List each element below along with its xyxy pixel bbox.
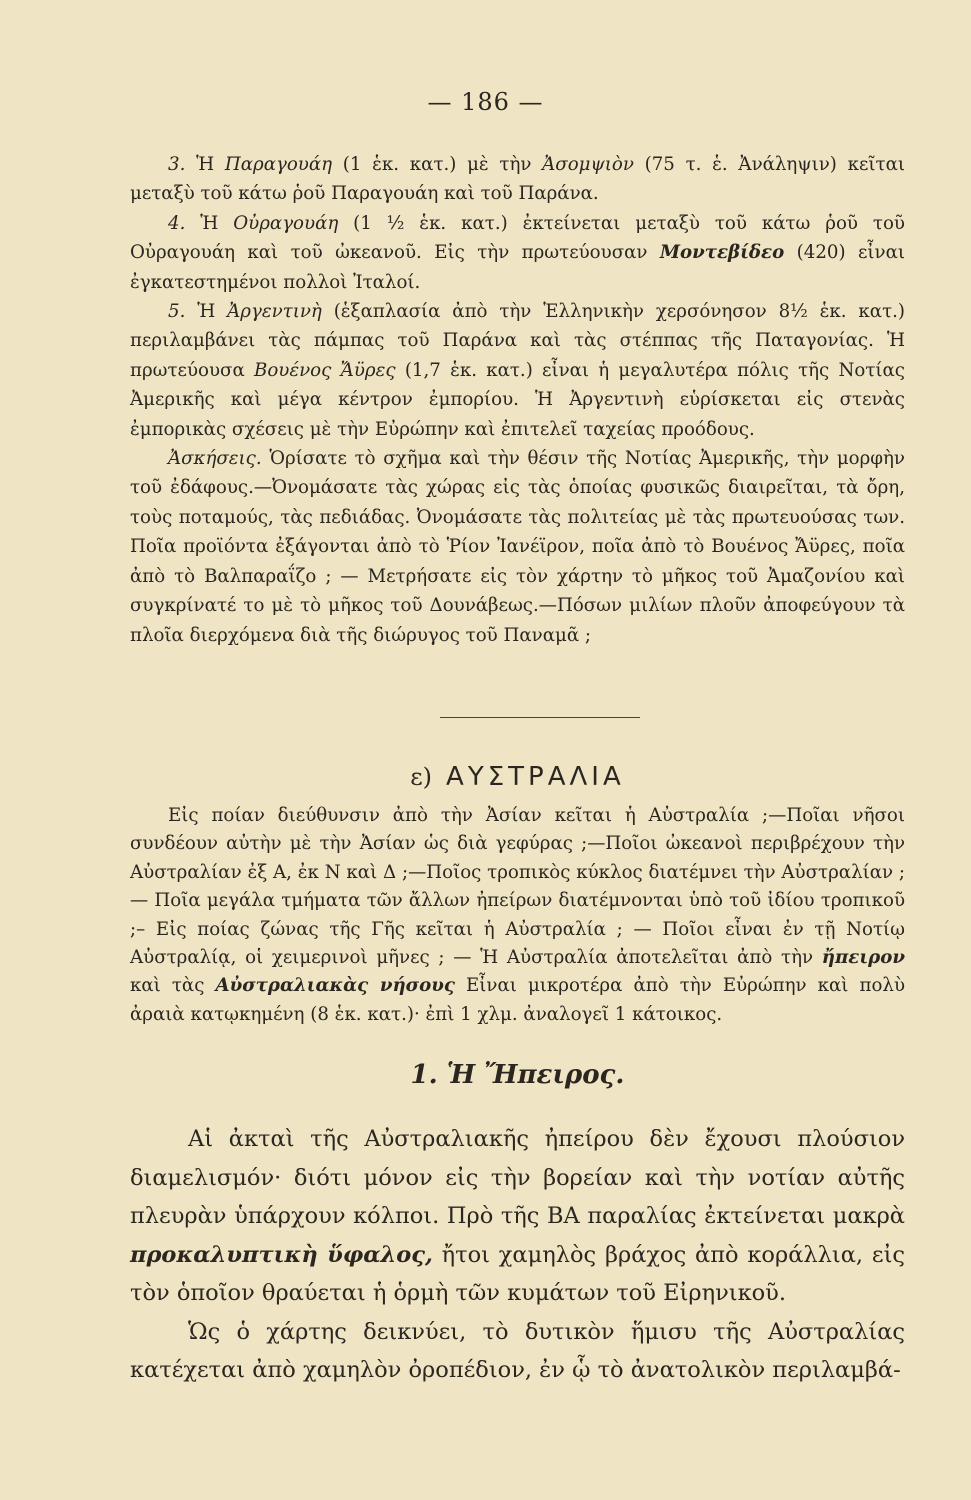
entry-number: 3.: [168, 154, 186, 175]
entry-number: 5.: [168, 301, 186, 323]
body-paragraph: Ὡς ὁ χάρτης δεικνύει, τὸ δυτικὸν ἥμισυ τῆς Αὐστραλίας κατέχεται ἀπὸ χαμηλὸν ὀροπέδιον, ἐν ᾧ τὸ ἀνατολικὸν περιλαμβά-: [130, 1318, 905, 1383]
entry-uruguay: 4. Ἡ Οὐραγουάη (1 ½ ἑκ. κατ.) ἐκτείνεται μεταξὺ τοῦ κάτω ῥοῦ τοῦ Οὐραγουάη καὶ τοῦ ὠκεανοῦ. Εἰς τὴν πρωτεύουσαν Μοντεβίδεο (420) εἶναι ἐγκατεστημένοι πολλοὶ Ἰταλοί.: [130, 212, 905, 293]
entry-number: 4.: [168, 212, 186, 234]
entry-argentina: 5. Ἡ Ἀργεντινὴ (ἑξαπλασία ἀπὸ τὴν Ἑλληνικὴν χερσόνησον 8½ ἑκ. κατ.) περιλαμβάνει τὰς πάμπας τοῦ Παράνα καὶ τὰς στέππας τῆς Παταγονίας. Ἡ πρωτεύουσα Βουένος Ἄϋρες (1,7 ἑκ. κατ.) εἶναι ἡ μεγαλυτέρα πόλις τῆς Νοτίας Ἀμερικῆς καὶ μέγα κέντρον ἐμπορίου. Ἡ Ἀργεντινὴ εὑρίσκεται εἰς στενὰς ἐμπορικὰς σχέσεις μὲ τὴν Εὐρώπην καὶ ἐπιτελεῖ ταχείας προόδους.: [130, 301, 906, 440]
emphasis-term: ἤπειρον: [821, 947, 905, 969]
capital-name: Μοντεβίδεο: [659, 242, 785, 264]
body-paragraph: Αἱ ἀκταὶ τῆς Αὐστραλιακῆς ἠπείρου δὲν ἔχουσι πλούσιον διαμελισμόν· διότι μόνον εἰς τὴν βορείαν καὶ τὴν νοτίαν αὐτῆς πλευρὰν ὑπάρχουν κόλποι. Πρὸ τῆς ΒΑ παραλίας ἐκτείνεται μακρὰ προκαλυπτικὴ ὕφαλος, ἤτοι χαμηλὸς βράχος ἀπὸ κοράλλια, εἰς τὸν ὁποῖον θραύεται ἡ ὁρμὴ τῶν κυμάτων τοῦ Εἰρηνικοῦ.: [130, 1126, 905, 1306]
capital-name: Βουένος Ἄϋρες: [253, 359, 396, 381]
questions-paragraph: Εἰς ποίαν διεύθυνσιν ἀπὸ τὴν Ἀσίαν κεῖται ἡ Αὐστραλία ;—Ποῖαι νῆσοι συνδέουν αὐτὴν μὲ τὴν Ἀσίαν ὡς διὰ γεφύρας ;—Ποῖοι ὠκεανοὶ περιβρέχουν τὴν Αὐστραλίαν ἐξ Α, ἐκ Ν καὶ Δ ;—Ποῖος τροπικὸς κύκλος διατέμνει τὴν Αὐστραλίαν ;— Ποῖα μεγάλα τμήματα τῶν ἄλλων ἠπείρων διατέμνονται ὑπὸ τοῦ ἰδίου τροπικοῦ ;– Εἰς ποίας ζώνας τῆς Γῆς κεῖται ἡ Αὐστραλία ; — Ποῖοι εἶναι ἐν τῇ Νοτίῳ Αὐστραλίᾳ, οἱ χειμερινοὶ μῆνες ; — Ἡ Αὐστραλία ἀποτελεῖται ἀπὸ τὴν ἤπειρον καὶ τὰς Αὐστραλιακὰς νήσους Εἶναι μικροτέρα ἀπὸ τὴν Εὐρώπην καὶ πολὺ ἀραιὰ κατῳκημένη (8 ἑκ. κατ.)· ἐπὶ 1 χλμ. ἀναλογεῖ 1 κάτοικος.: [130, 805, 906, 1025]
section-divider: [440, 717, 640, 718]
section-letter: ε): [410, 763, 433, 791]
emphasis-term: Αὐστραλιακὰς νήσους: [215, 975, 455, 997]
exercises-paragraph: [130, 444, 905, 650]
section-title: ΑΥΣΤΡΑΛΙΑ: [446, 762, 625, 792]
country-name: Οὐραγουάη: [233, 212, 339, 234]
exercises-label: Ἀσκήσεις.: [168, 448, 262, 470]
country-entries: [130, 150, 905, 650]
main-text: [130, 1120, 905, 1390]
section-heading: [130, 762, 905, 792]
capital-name: Ἀσομψιὸν: [542, 154, 634, 175]
page-number: — 186 —: [427, 88, 544, 116]
subsection-title: 1. Ἡ Ἤπειρος.: [410, 1060, 625, 1090]
emphasis-term: προκαλυπτικὴ ὕφαλος,: [130, 1241, 433, 1268]
country-name: Ἀργεντινὴ: [227, 301, 322, 323]
entry-paraguay: 3. Ἡ Παραγουάη (1 ἑκ. κατ.) μὲ τὴν Ἀσομψιὸν (75 τ. ἑ. Ἀνάληψιν) κεῖται μεταξὺ τοῦ κάτω ῥοῦ Παραγουάη καὶ τοῦ Παράνα.: [130, 154, 905, 205]
country-name: Παραγουάη: [224, 154, 333, 175]
exercises-text: Ὁρίσατε τὸ σχῆμα καὶ τὴν θέσιν τῆς Νοτίας Ἀμερικῆς, τὴν μορφὴν τοῦ ἐδάφους.—Ὀνομάσατε τὰς χώρας εἰς τὰς ὁποίας φυσικῶς διαιρεῖται, τὰ ὄρη, τοὺς ποταμούς, τὰς πεδιάδας. Ὀνομάσατε τὰς πολιτείας μὲ τὰς πρωτευούσας των. Ποῖα προϊόντα ἐξάγονται ἀπὸ τὸ Ῥίον Ἰανέϊρον, ποῖα ἀπὸ τὸ Βουένος Ἄϋρες, ποῖα ἀπὸ τὸ Βαλπαραΐζο ; — Μετρήσατε εἰς τὸν χάρτην τὸ μῆκος τοῦ Ἀμαζονίου καὶ συγκρίνατέ το μὲ τὸ μῆκος τοῦ Δουνάβεως.—Πόσων μιλίων πλοῦν ἀποφεύγουν τὰ πλοῖα διερχόμενα διὰ τῆς διώρυγος τοῦ Παναμᾶ ;: [130, 448, 905, 646]
section-questions: [130, 802, 905, 1029]
